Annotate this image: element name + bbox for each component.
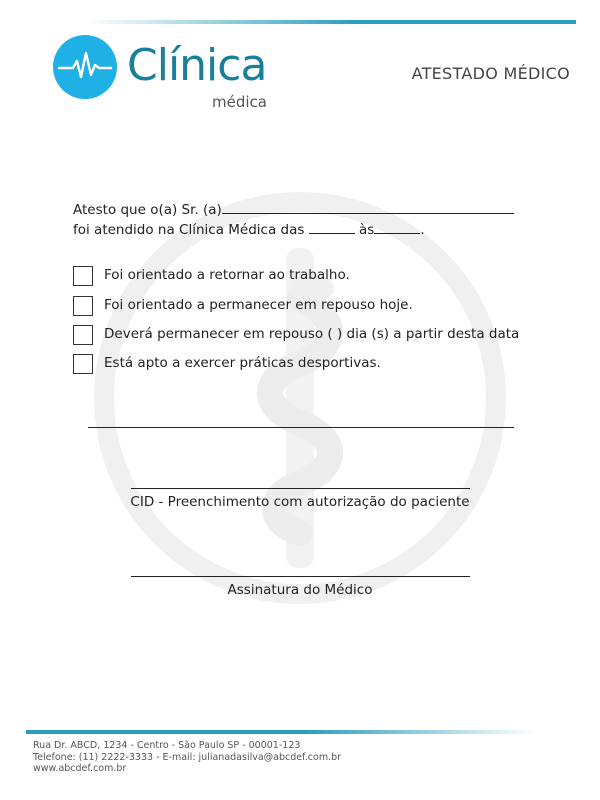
brand-subtitle: médica [212,93,267,111]
footer-accent-bar [26,730,536,734]
checkbox[interactable] [73,296,93,316]
until-label: às [359,222,375,238]
doctor-signature-caption: Assinatura do Médico [227,582,373,598]
brand-name: Clínica [127,40,267,91]
attendance-time-line [73,221,425,239]
notes-line[interactable] [88,427,514,428]
period-label: . [420,222,425,238]
option-label: Foi orientado a permanecer em repouso hoje. [104,297,413,313]
checkbox[interactable] [73,354,93,374]
cid-signature-line[interactable] [131,488,470,489]
option-label: Foi orientado a retornar ao trabalho. [104,267,350,283]
cid-caption: CID - Preenchimento com autorização do paciente [130,494,470,510]
document-title: ATESTADO MÉDICO [411,64,570,83]
patient-name-label: Atesto que o(a) Sr. (a) [73,202,222,218]
patient-name-line [73,201,514,219]
option-label: Está apto a exercer práticas desportivas. [104,355,381,371]
option-label: Deverá permanecer em repouso ( ) dia (s) a partir desta data [104,326,520,342]
attendance-label: foi atendido na Clínica Médica das [73,222,305,238]
end-time-field[interactable] [374,221,420,234]
caduceus-watermark-icon [90,188,510,608]
patient-name-field[interactable] [222,201,514,214]
checkbox[interactable] [73,325,93,345]
start-time-field[interactable] [309,221,355,234]
footer-address: Rua Dr. ABCD, 1234 - Centro - São Paulo SP - 00001-123 [33,740,301,751]
footer-contact [33,740,341,775]
heartbeat-logo-icon [53,35,117,99]
footer-website: www.abcdef.com.br [33,763,127,774]
checkbox[interactable] [73,266,93,286]
footer-phone-email: Telefone: (11) 2222-3333 - E-mail: julianadasilva@abcdef.com.br [33,751,342,763]
doctor-signature-line[interactable] [131,576,470,577]
header-accent-bar [88,20,576,24]
